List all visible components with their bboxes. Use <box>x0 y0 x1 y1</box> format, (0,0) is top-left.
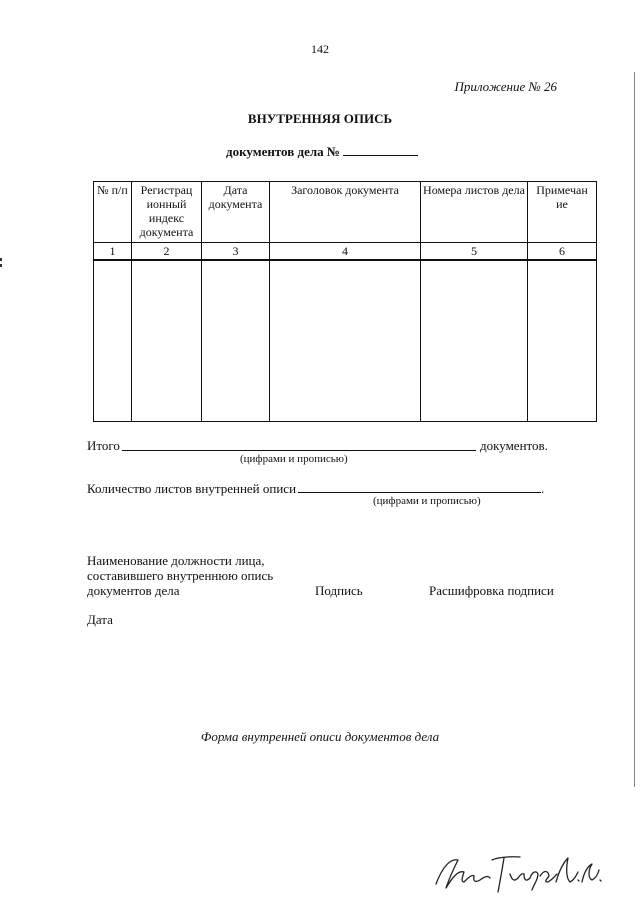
header-cell-index: Регистрац ионный индекс документа <box>132 182 202 243</box>
appendix-label: Приложение № 26 <box>454 79 557 94</box>
document-subtitle <box>226 143 418 160</box>
scan-edge-line <box>634 72 635 787</box>
position-line: составившего внутреннюю опись <box>87 568 274 583</box>
total-hint: (цифрами и прописью) <box>240 453 348 465</box>
inventory-table <box>93 181 597 422</box>
column-number: 5 <box>421 243 528 261</box>
total-fill-line <box>122 450 476 451</box>
handwritten-signature <box>428 848 608 898</box>
total-suffix: документов. <box>480 438 548 453</box>
column-number: 4 <box>270 243 421 261</box>
subtitle-text: документов дела № <box>226 144 340 159</box>
total-label: Итого <box>87 438 120 453</box>
table-cell <box>94 260 132 422</box>
position-line: документов дела <box>87 583 180 598</box>
binding-mark <box>0 258 2 272</box>
table-cell <box>132 260 202 422</box>
page-number: 142 <box>311 42 329 56</box>
table-number-row <box>94 243 597 261</box>
header-cell-heading: Заголовок документа <box>270 182 421 243</box>
table-header-row <box>94 182 597 243</box>
signature-label: Подпись <box>315 583 363 598</box>
sheets-label: Количество листов внутренней описи <box>87 481 297 496</box>
form-caption: Форма внутренней описи документов дела <box>200 729 440 744</box>
sheets-suffix: . <box>541 481 545 496</box>
header-cell-sheets: Номера листов дела <box>421 182 528 243</box>
document-title: ВНУТРЕННЯЯ ОПИСЬ <box>247 111 393 126</box>
date-label: Дата <box>87 612 113 627</box>
table-cell <box>528 260 597 422</box>
table-cell <box>270 260 421 422</box>
header-cell-note: Примечан ие <box>528 182 597 243</box>
sheets-hint: (цифрами и прописью) <box>373 495 481 507</box>
column-number: 1 <box>94 243 132 261</box>
position-line: Наименование должности лица, <box>87 553 265 568</box>
table-cell <box>202 260 270 422</box>
position-label <box>87 553 273 598</box>
signature-decode-label: Расшифровка подписи <box>429 583 554 598</box>
case-number-blank <box>343 143 418 156</box>
header-cell-number: № п/п <box>94 182 132 243</box>
table-row <box>94 260 597 422</box>
column-number: 2 <box>132 243 202 261</box>
header-cell-date: Дата документа <box>202 182 270 243</box>
sheets-fill-line <box>298 492 541 493</box>
table-cell <box>421 260 528 422</box>
column-number: 3 <box>202 243 270 261</box>
column-number: 6 <box>528 243 597 261</box>
